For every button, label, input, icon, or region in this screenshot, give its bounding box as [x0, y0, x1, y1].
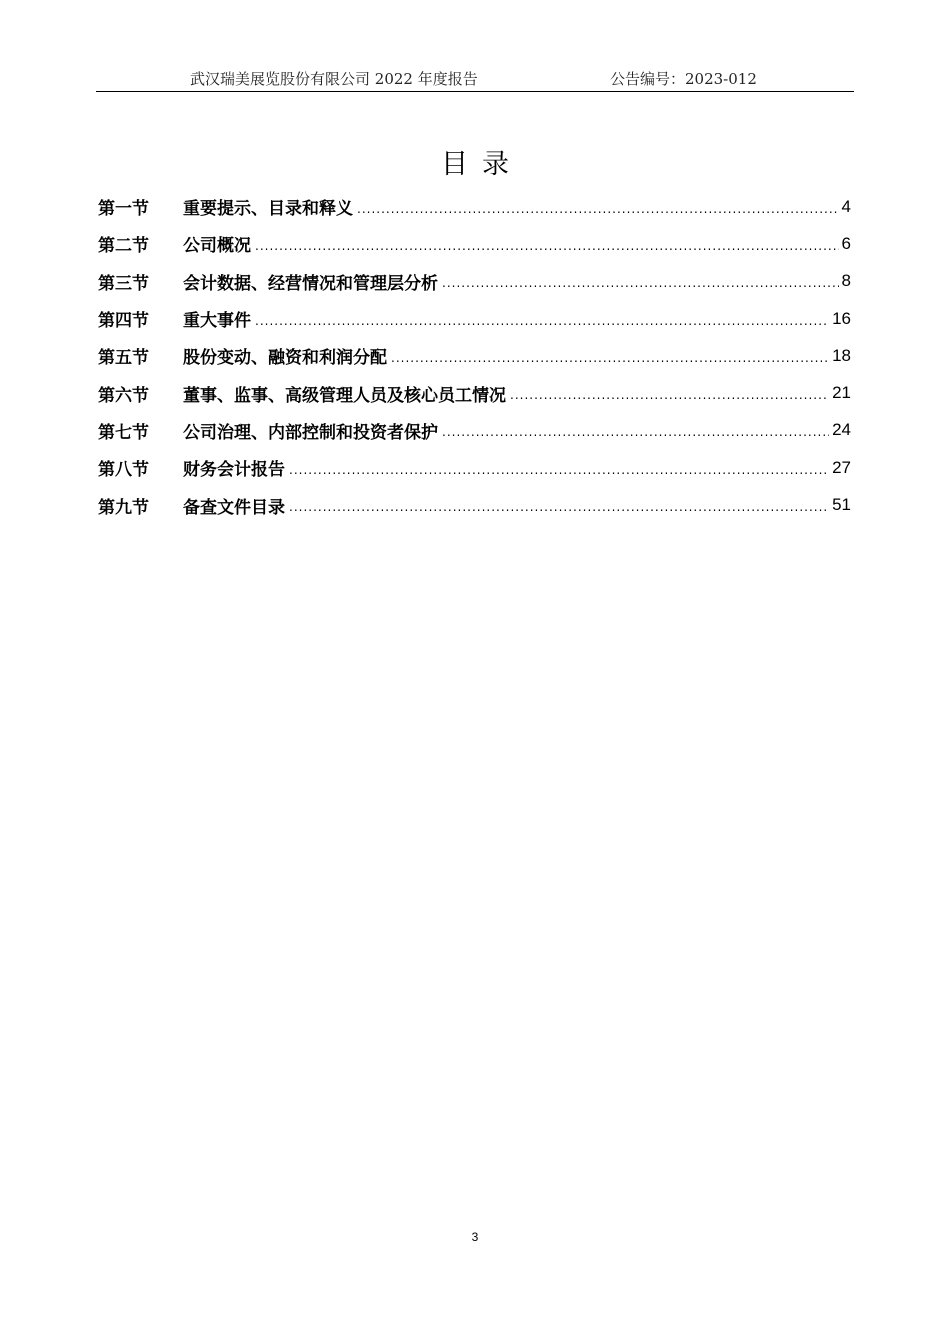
toc-item[interactable]: [98, 374, 851, 411]
toc-item[interactable]: [98, 412, 851, 449]
toc-item[interactable]: [98, 225, 851, 262]
toc-dot-leader: [289, 463, 829, 477]
toc-item-title: 备查文件目录: [183, 497, 285, 518]
announcement-number: 公告编号：2023-012: [610, 70, 757, 88]
toc-item-section: 第三节: [98, 273, 149, 294]
toc-item[interactable]: [98, 263, 851, 300]
toc-item-page: 4: [841, 196, 851, 216]
toc-item-title: 公司概况: [183, 236, 251, 257]
toc-item[interactable]: [98, 300, 851, 337]
toc-item-title: 重大事件: [183, 311, 251, 332]
toc-item-title: 股份变动、融资和利润分配: [183, 348, 387, 369]
toc-item-section: 第七节: [98, 422, 149, 443]
toc-item-section: 第六节: [98, 385, 149, 406]
toc-dot-leader: [391, 351, 829, 365]
toc-heading: 目录: [441, 149, 523, 180]
toc-item-page: 6: [841, 233, 851, 253]
toc-item-title: 会计数据、经营情况和管理层分析: [183, 273, 438, 294]
toc-item-page: 51: [832, 495, 851, 515]
toc-dot-leader: [255, 239, 839, 253]
report-title: 武汉瑞美展览股份有限公司 2022 年度报告: [190, 70, 478, 88]
toc-item[interactable]: [98, 486, 851, 523]
toc-item-page: 18: [832, 345, 851, 365]
toc-item-page: 8: [841, 271, 851, 291]
toc-dot-leader: [289, 500, 829, 514]
page-header: [96, 66, 854, 92]
toc-dot-leader: [442, 276, 839, 290]
header-divider: [96, 91, 854, 92]
toc-item-page: 21: [832, 383, 851, 403]
toc-item-title: 重要提示、目录和释义: [183, 199, 353, 220]
toc-item-title: 董事、监事、高级管理人员及核心员工情况: [183, 385, 506, 406]
toc-item-page: 24: [832, 420, 851, 440]
toc-item-section: 第五节: [98, 348, 149, 369]
table-of-contents: [98, 188, 851, 524]
toc-item-section: 第四节: [98, 311, 149, 332]
toc-item-section: 第一节: [98, 199, 149, 220]
toc-item-section: 第八节: [98, 460, 149, 481]
toc-item[interactable]: [98, 449, 851, 486]
toc-item-section: 第九节: [98, 497, 149, 518]
toc-item-title: 财务会计报告: [183, 460, 285, 481]
page-number: 3: [471, 1230, 479, 1244]
toc-item[interactable]: [98, 188, 851, 225]
toc-item-section: 第二节: [98, 236, 149, 257]
toc-item-page: 27: [832, 457, 851, 477]
toc-item[interactable]: [98, 337, 851, 374]
toc-dot-leader: [510, 388, 829, 402]
toc-dot-leader: [442, 425, 829, 439]
toc-item-page: 16: [832, 308, 851, 328]
toc-dot-leader: [357, 202, 839, 216]
toc-item-title: 公司治理、内部控制和投资者保护: [183, 422, 438, 443]
toc-dot-leader: [255, 314, 829, 328]
